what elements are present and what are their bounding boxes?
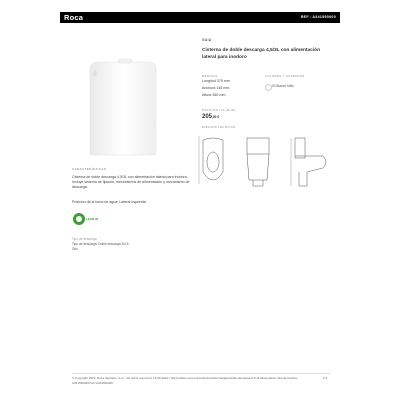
- price-label: PVPR SIN IVA (EUR): [202, 108, 236, 112]
- price: [202, 114, 219, 120]
- color-swatch-icon[interactable]: [265, 84, 272, 91]
- price-unit: ,90 €: [212, 115, 220, 119]
- drawing-top-view: [199, 136, 223, 184]
- product-title: Cisterna de doble descarga 4,5/3L con alimentación lateral para inodoro: [202, 48, 321, 60]
- length-value: Longitud 375 mm.: [202, 79, 231, 83]
- roca-logo: Roca: [64, 13, 84, 22]
- flush-type-value: Tipo de descarga: Doble descarga 3/4,5: [72, 242, 129, 246]
- water-inlet-position: Posición de la toma de agua: Lateral izquierda: [72, 200, 146, 204]
- price-amount: 205: [202, 114, 213, 120]
- features-description: Cisterna de doble descarga 4,5/3L con alimentación lateral para inodoro. Incluye sistema de fijación, mecanismos de alimentación y mecanismo de descarga.: [72, 175, 190, 189]
- flush-type-label: Tipo de descarga: [72, 237, 97, 241]
- header-bar: [60, 12, 340, 23]
- technical-drawings: [195, 132, 340, 194]
- color-name: 00 Blanco brillo: [272, 84, 294, 88]
- colors-label: COLORES Y ACABADOS: [265, 74, 305, 78]
- width-value: Anchura 145 mm.: [202, 86, 231, 90]
- drawing-front-view: [247, 138, 269, 186]
- height-value: Altura 360 mm.: [202, 93, 227, 97]
- reference-code: REF.: A341590000: [300, 15, 336, 19]
- page-number: 1/1: [323, 376, 328, 380]
- color-value: Gris: [72, 247, 78, 251]
- badge-label: LEAN IN: [86, 217, 98, 221]
- badge-center: [76, 216, 82, 222]
- measures-label: MEDIDAS: [202, 74, 218, 78]
- cistern-image: [84, 55, 162, 160]
- features-label: CARACTERÍSTICAS: [72, 167, 107, 171]
- product-series: GAIA: [202, 38, 212, 42]
- footer-copyright: © Copyright 2022, Roca Sanitario, S.A. - All rights reserved | 15-09-2022 | https://www.roca.es/productos/cisterna/gaia-doble-descarga-4-5-3l-alimentacion-lateral-inodoro-A341590000?ref=A341590000: [72, 376, 299, 385]
- drawing-side-view: [291, 138, 326, 186]
- drawings-label: DIBUJOS TECNICOS: [202, 125, 236, 129]
